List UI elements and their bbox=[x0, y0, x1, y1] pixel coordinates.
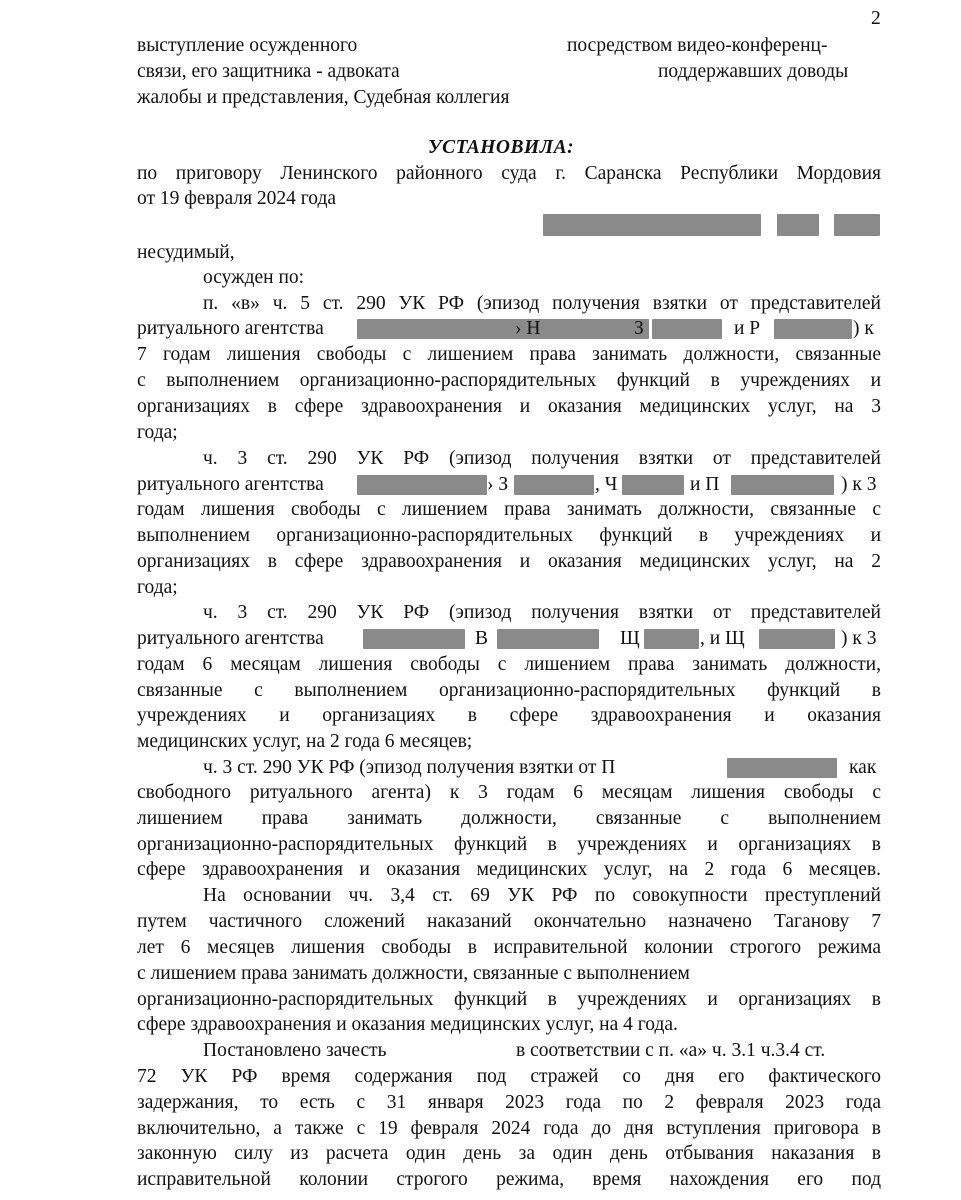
verdict-line-2: от 19 февраля 2024 года bbox=[137, 188, 337, 209]
total-line-1: На основании чч. 3,4 ст. 69 УК РФ по совокупности преступлений bbox=[203, 885, 881, 906]
episode-3-line-3: годам 6 месяцам лишения свободы с лишением права занимать должности, bbox=[137, 654, 881, 675]
credit-line-4: включительно, а также с 19 февраля 2024 года до дня вступления приговора в bbox=[137, 1118, 881, 1139]
page-number: 2 bbox=[871, 8, 881, 29]
episode-2-line-2 bbox=[137, 472, 881, 498]
episode-2-line-4: выполнением организационно-распорядительных функций в учреждениях и bbox=[137, 525, 881, 546]
episode-1-line-5: организациях в сфере здравоохранения и оказания медицинских услуг, на 3 bbox=[137, 396, 881, 417]
redaction-box bbox=[497, 629, 599, 649]
redaction-box bbox=[759, 629, 835, 649]
agency-label: ритуального агентства bbox=[137, 628, 324, 649]
episode-4-line-1 bbox=[203, 755, 881, 781]
intro-line-2-left: связи, его защитника - адвоката bbox=[137, 61, 400, 82]
episode-1-name-z: З bbox=[634, 318, 644, 339]
redaction-box bbox=[727, 758, 837, 778]
section-heading: УСТАНОВИЛА: bbox=[428, 137, 575, 158]
episode-3-name-sch1: Щ bbox=[620, 628, 640, 649]
redaction-box bbox=[622, 475, 684, 495]
redaction-box bbox=[652, 319, 722, 339]
intro-line-2-right: поддержавших доводы bbox=[658, 61, 849, 82]
credit-line-2: 72 УК РФ время содержания под стражей со дня его фактического bbox=[137, 1066, 881, 1087]
episode-3-line-2-end: ) к 3 bbox=[841, 628, 877, 649]
total-line-3: лет 6 месяцев лишения свободы в исправительной колонии строгого режима bbox=[137, 937, 881, 958]
episode-4-line-2: свободного ритуального агента) к 3 годам 6 месяцам лишения свободы с bbox=[137, 782, 881, 803]
redaction-box bbox=[774, 319, 852, 339]
episode-4-line-1-text: ч. 3 ст. 290 УК РФ (эпизод получения взятки от П bbox=[203, 757, 616, 778]
episode-1-name-r: и Р bbox=[734, 318, 761, 339]
redaction-box bbox=[777, 214, 819, 236]
episode-2-line-3: годам лишения свободы с лишением права занимать должности, связанные с bbox=[137, 499, 881, 520]
episode-2-name-p: и П bbox=[690, 474, 720, 495]
redaction-box bbox=[731, 475, 834, 495]
total-line-2: путем частичного сложений наказаний окончательно назначено Таганову 7 bbox=[137, 911, 881, 932]
redaction-box bbox=[544, 319, 624, 339]
agency-label: ритуального агентства bbox=[137, 474, 324, 495]
episode-1-name-n: › Н bbox=[515, 318, 541, 339]
credit-line-1-start: Постановлено зачесть bbox=[203, 1040, 387, 1061]
credit-line-1 bbox=[203, 1038, 881, 1064]
episode-3-line-1: ч. 3 ст. 290 УК РФ (эпизод получения взятки от представителей bbox=[203, 602, 881, 623]
intro-line-1-left: выступление осужденного bbox=[137, 35, 358, 56]
episode-4-line-1-end: как bbox=[849, 757, 877, 778]
status-line: несудимый, bbox=[137, 242, 235, 263]
episode-1-line-2-end: ) к bbox=[853, 318, 874, 339]
episode-4-line-4: организационно-распорядительных функций в учреждениях и организациях в bbox=[137, 834, 881, 855]
episode-2-line-5: организациях в сфере здравоохранения и оказания медицинских услуг, на 2 bbox=[137, 551, 881, 572]
episode-2-name-z: › З bbox=[487, 474, 509, 495]
episode-2-line-1: ч. 3 ст. 290 УК РФ (эпизод получения взятки от представителей bbox=[203, 448, 881, 469]
credit-line-6: исправительной колонии строгого режима, время нахождения его под bbox=[137, 1169, 881, 1190]
episode-1-line-3: 7 годам лишения свободы с лишением права занимать должности, связанные bbox=[137, 344, 881, 365]
redaction-box bbox=[644, 629, 699, 649]
episode-4-line-3: лишением права занимать должности, связанные с выполнением bbox=[137, 808, 881, 829]
total-line-6: сфере здравоохранения и оказания медицинских услуг, на 4 года. bbox=[137, 1014, 678, 1035]
episode-4-line-5: сфере здравоохранения и оказания медицинских услуг, на 2 года 6 месяцев. bbox=[137, 859, 881, 880]
episode-1-line-2 bbox=[137, 316, 881, 342]
episode-2-line-2-end: ) к 3 bbox=[841, 474, 877, 495]
episode-3-name-sch2: , и Щ bbox=[700, 628, 745, 649]
redaction-box bbox=[514, 475, 594, 495]
redaction-box bbox=[543, 214, 761, 236]
convicted-under: осужден по: bbox=[203, 267, 305, 288]
intro-line-3: жалобы и представления, Судебная коллегия bbox=[137, 87, 510, 108]
verdict-line-1: по приговору Ленинского районного суда г. Саранска Республики Мордовия bbox=[137, 163, 881, 184]
episode-2-line-6: года; bbox=[137, 577, 178, 598]
episode-3-name-v: В bbox=[475, 628, 489, 649]
episode-3-line-6: медицинских услуг, на 2 года 6 месяцев; bbox=[137, 731, 473, 752]
credit-line-5: законную силу из расчета один день за один день отбывания наказания в bbox=[137, 1143, 881, 1164]
redaction-box bbox=[363, 629, 465, 649]
episode-1-line-4: с выполнением организационно-распорядительных функций в учреждениях и bbox=[137, 370, 881, 391]
total-line-5: организационно-распорядительных функций в учреждениях и организациях в bbox=[137, 989, 881, 1010]
episode-3-line-2 bbox=[137, 626, 881, 652]
agency-label: ритуального агентства bbox=[137, 318, 324, 339]
episode-3-line-4: связанные с выполнением организационно-распорядительных функций в bbox=[137, 680, 881, 701]
credit-line-3: задержания, то есть с 31 января 2023 года по 2 февраля 2023 года bbox=[137, 1092, 881, 1113]
total-line-4: с лишением права занимать должности, связанные с выполнением bbox=[137, 963, 690, 984]
intro-line-1-right: посредством видео-конференц- bbox=[567, 35, 828, 56]
redaction-box bbox=[357, 475, 487, 495]
redaction-box bbox=[834, 214, 880, 236]
credit-line-1-end: в соответствии с п. «а» ч. 3.1 ч.3.4 ст. bbox=[516, 1040, 826, 1061]
episode-3-line-5: учреждениях и организациях в сфере здравоохранения и оказания bbox=[137, 705, 881, 726]
episode-1-line-6: года; bbox=[137, 422, 178, 443]
episode-2-name-ch: , Ч bbox=[595, 474, 618, 495]
episode-1-line-1: п. «в» ч. 5 ст. 290 УК РФ (эпизод получения взятки от представителей bbox=[203, 293, 881, 314]
